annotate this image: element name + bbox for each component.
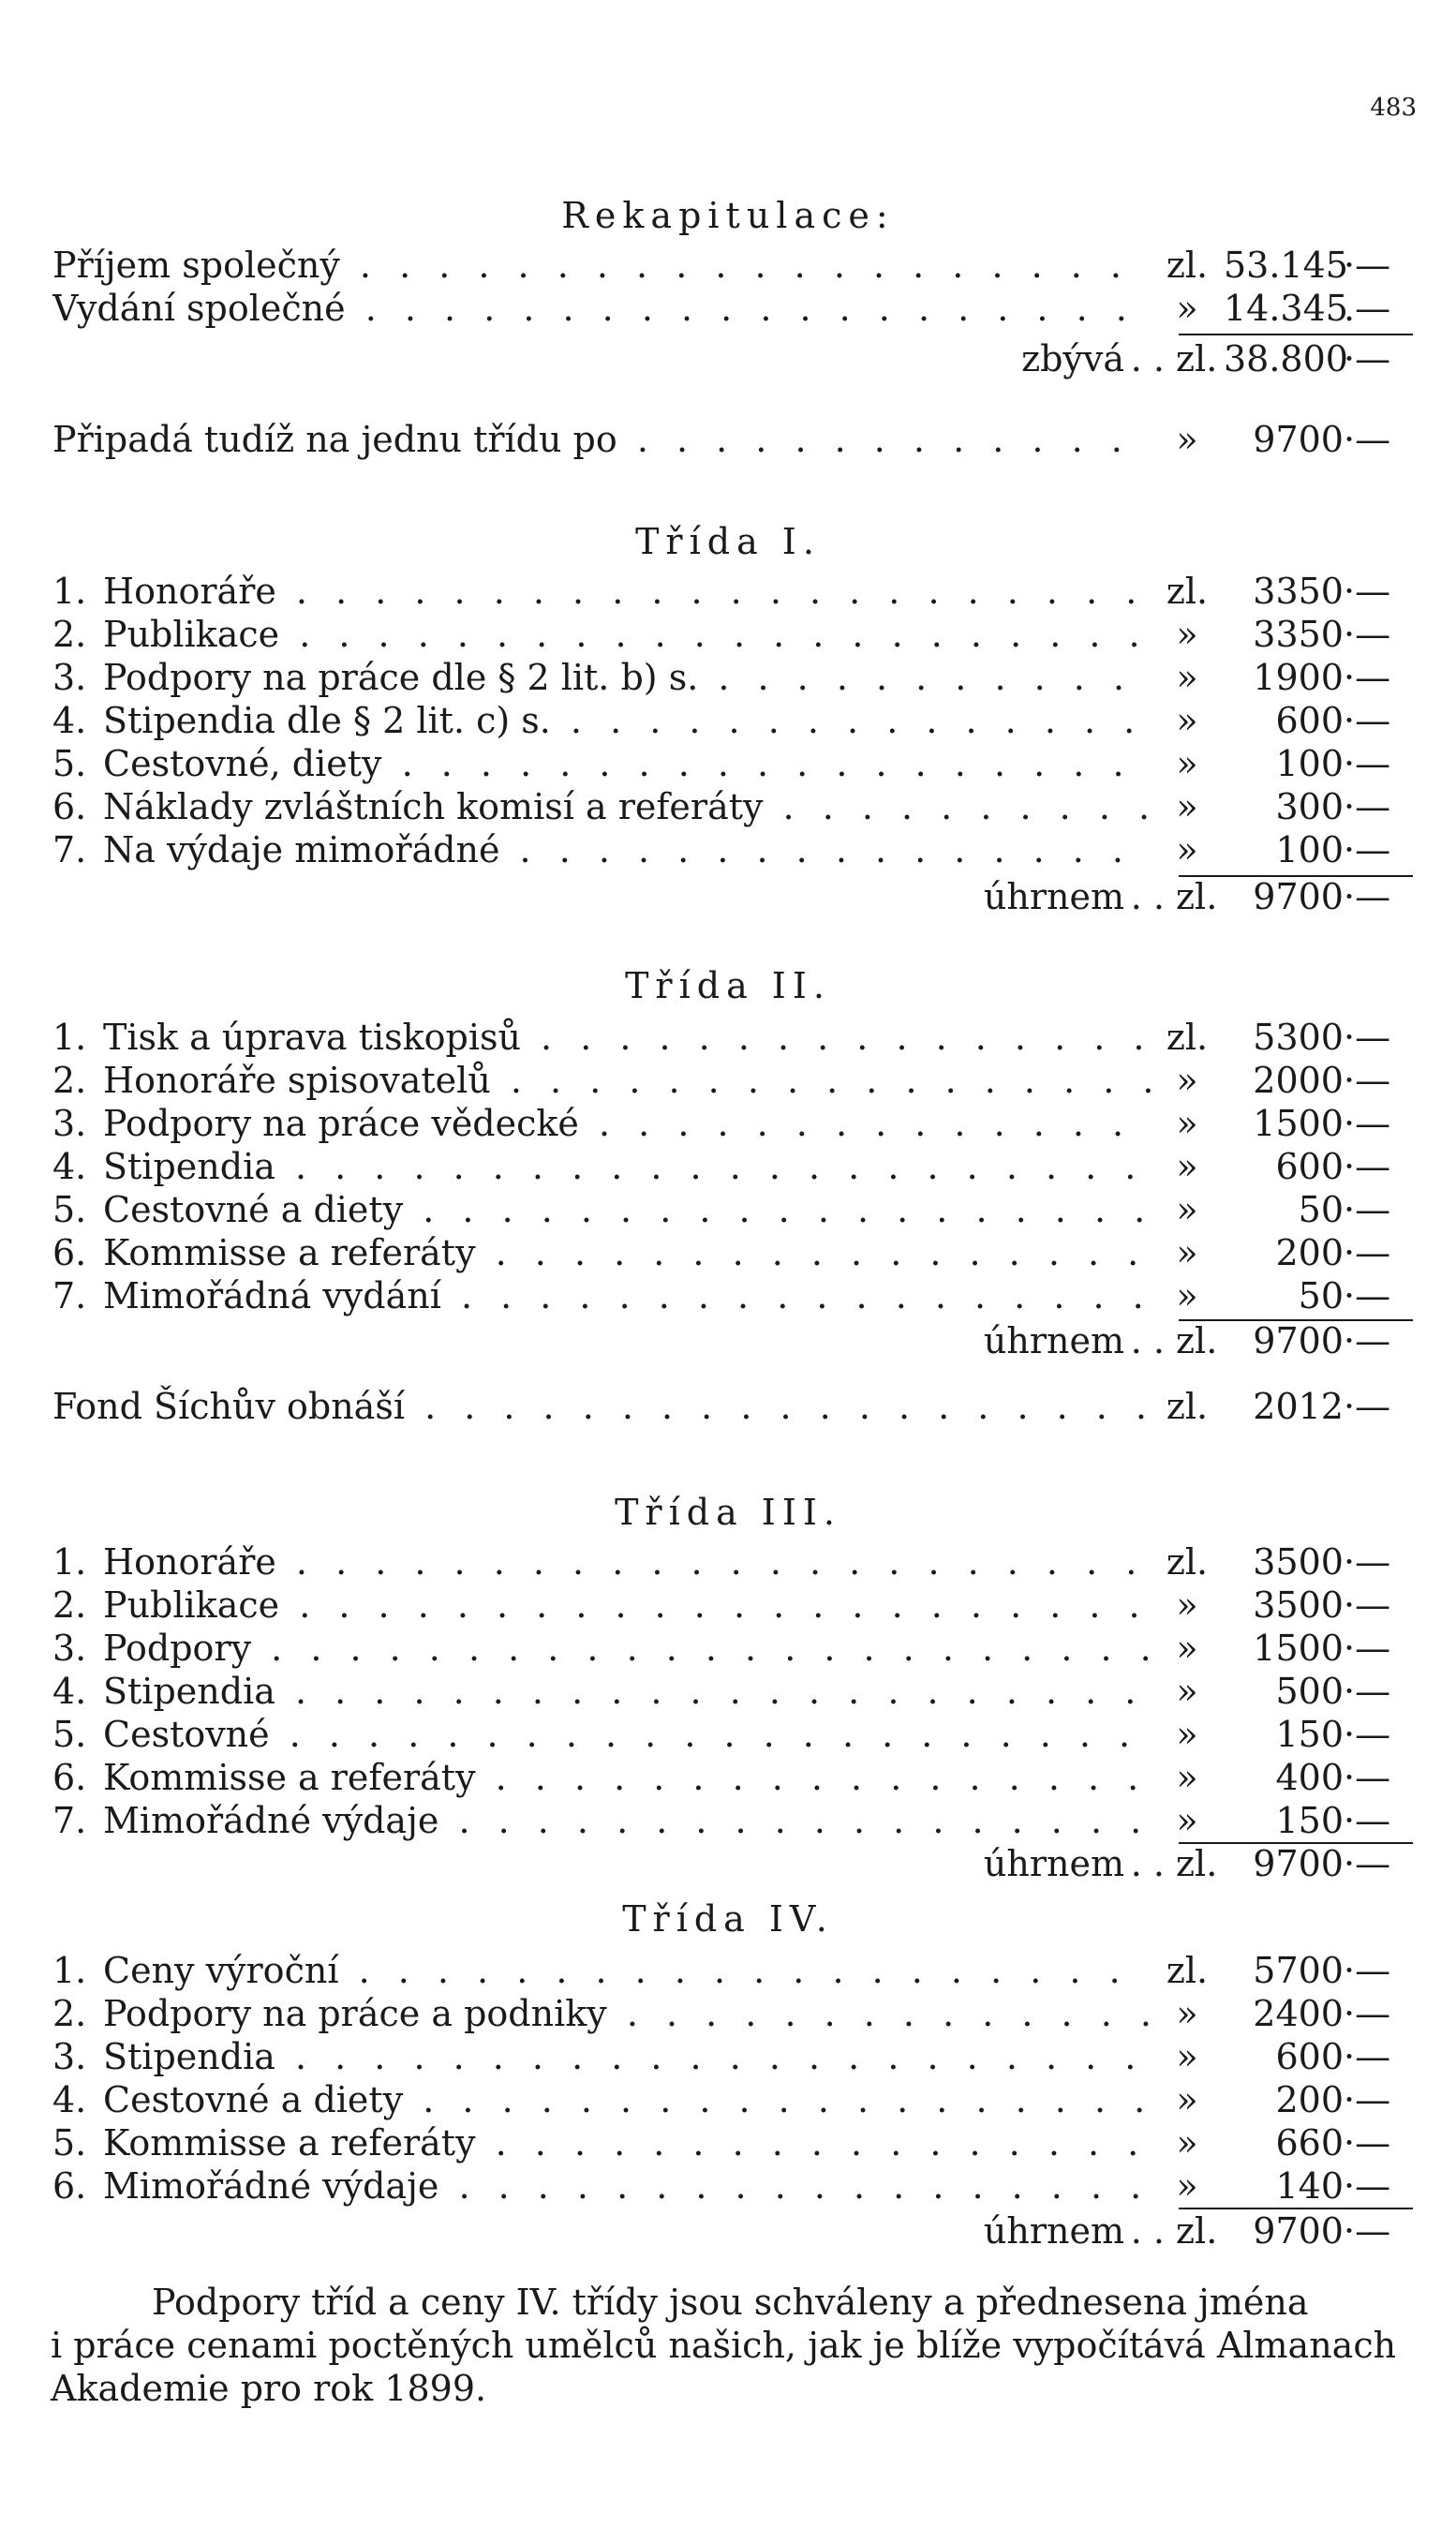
class1-row (52, 828, 1409, 871)
row-label: Stipendia . . . (103, 2035, 1151, 2078)
row-amount: 100 (1275, 743, 1344, 784)
total-dash: ·— (1344, 876, 1391, 917)
row-dash: ·— (1344, 2079, 1391, 2120)
row-amount: 600 (1275, 700, 1344, 741)
recap-row-expense (52, 287, 1409, 330)
row-currency: » (1176, 2036, 1198, 2077)
row-currency: » (1176, 1800, 1198, 1841)
row-number: 1. (52, 1541, 87, 1583)
recap-heading: Rekapitulace: (561, 195, 895, 236)
row-dash: ·— (1344, 1017, 1391, 1058)
row-currency: » (1176, 419, 1198, 460)
class4-row (52, 2121, 1409, 2164)
row-number: 5. (52, 2122, 87, 2164)
row-currency: » (1176, 2165, 1198, 2207)
total-currency: . . zl. (1130, 2210, 1218, 2252)
row-dash: ·— (1344, 1232, 1391, 1273)
row-currency: » (1176, 1757, 1198, 1798)
row-currency: zl. (1166, 1950, 1209, 1991)
row-currency: » (1176, 1584, 1198, 1626)
row-number: 3. (52, 1628, 87, 1669)
row-currency: » (1176, 288, 1198, 329)
paragraph-line: i práce cenami poctěných umělců našich, jak je blíže vypočítává Almanach (51, 2325, 1397, 2366)
row-dash: ·— (1344, 1060, 1391, 1101)
row-number: 6. (52, 1757, 87, 1798)
total-amount: 9700 (1253, 1843, 1344, 1884)
row-number: 5. (52, 743, 87, 784)
page-number: 483 (1370, 94, 1417, 122)
row-currency: » (1176, 2122, 1198, 2164)
row-currency: » (1176, 743, 1198, 784)
class1-row (52, 656, 1409, 699)
total-label: zbývá (1021, 338, 1124, 379)
row-amount: 3500 (1253, 1584, 1344, 1626)
row-currency: » (1176, 700, 1198, 741)
closing-paragraph (51, 2281, 1407, 2410)
row-currency: » (1176, 614, 1198, 655)
row-amount: 150 (1275, 1714, 1344, 1755)
class3-row (52, 1799, 1409, 1842)
row-amount: 3350 (1253, 571, 1344, 612)
row-number: 3. (52, 2036, 87, 2077)
row-label: Honoráře spisovatelů . . . (103, 1059, 1151, 1102)
row-label: Podpory na práce dle § 2 lit. b) s. . . . (103, 656, 1151, 699)
row-number: 6. (52, 2165, 87, 2207)
row-currency: zl. (1166, 571, 1209, 612)
row-label: Cestovné a diety . . . (103, 2078, 1151, 2121)
total-label: úhrnem (983, 876, 1124, 917)
row-label: Tisk a úprava tiskopisů . . . (103, 1016, 1151, 1059)
row-label: Cestovné a diety . . . (103, 1188, 1151, 1231)
row-label: Podpory na práce vědecké . . . (103, 1102, 1151, 1145)
row-amount: 660 (1275, 2122, 1344, 2164)
row-number: 2. (52, 1993, 87, 2034)
class1-row (52, 742, 1409, 785)
row-number: 4. (52, 1146, 87, 1187)
row-dash: ·— (1344, 1541, 1391, 1583)
row-label: Podpory na práce a podniky . . . (103, 1992, 1151, 2035)
class1-row (52, 570, 1409, 613)
row-dash: ·— (1344, 1386, 1391, 1427)
row-number: 3. (52, 657, 87, 698)
row-dash: ·— (1344, 1950, 1391, 1991)
row-dash: ·— (1344, 1714, 1391, 1755)
row-amount: 3500 (1253, 1541, 1344, 1583)
row-number: 2. (52, 1060, 87, 1101)
row-currency: » (1176, 1189, 1198, 1230)
row-dash: ·— (1344, 1671, 1391, 1712)
paragraph-line: Podpory tříd a ceny IV. třídy jsou schváleny a přednesena jména (152, 2282, 1309, 2323)
row-amount: 53.145 (1224, 245, 1348, 286)
row-number: 3. (52, 1103, 87, 1144)
row-dash: ·— (1344, 245, 1391, 286)
row-label: Stipendia . . . (103, 1670, 1151, 1713)
row-number: 4. (52, 2079, 87, 2120)
row-amount: 5700 (1253, 1950, 1344, 1991)
recap-per-class-row (52, 418, 1409, 461)
row-amount: 600 (1275, 2036, 1344, 2077)
row-label: Na výdaje mimořádné . . . (103, 828, 1151, 871)
total-currency: . . zl. (1130, 876, 1218, 917)
sum-rule (1179, 334, 1413, 335)
class3-total-row (884, 1842, 1409, 1885)
row-label: Připadá tudíž na jednu třídu po . . . (52, 418, 1151, 461)
recap-remain-row (884, 337, 1409, 380)
class1-row (52, 785, 1409, 828)
row-dash: ·— (1344, 2122, 1391, 2164)
class2-row (52, 1145, 1409, 1188)
total-label: úhrnem (983, 2210, 1124, 2252)
total-amount: 9700 (1253, 2210, 1344, 2252)
row-dash: .— (1344, 288, 1391, 329)
row-dash: ·— (1344, 1757, 1391, 1798)
total-currency: . . zl. (1130, 1843, 1218, 1884)
row-label: Kommisse a referáty . . . (103, 2121, 1151, 2164)
class2-row (52, 1188, 1409, 1231)
total-amount: 9700 (1253, 1320, 1344, 1361)
row-amount: 300 (1275, 786, 1344, 827)
class1-heading: Třída I. (635, 521, 821, 562)
row-currency: » (1176, 1671, 1198, 1712)
row-dash: ·— (1344, 1103, 1391, 1144)
row-label: Mimořádná vydání . . . (103, 1274, 1151, 1317)
row-amount: 1500 (1253, 1628, 1344, 1669)
class3-heading: Třída III. (615, 1492, 841, 1533)
row-amount: 200 (1275, 1232, 1344, 1273)
fund-row (52, 1385, 1409, 1428)
row-number: 7. (52, 1800, 87, 1841)
class4-total-row (884, 2209, 1409, 2253)
row-amount: 1900 (1253, 657, 1344, 698)
row-amount: 50 (1298, 1275, 1344, 1316)
row-label: Vydání společné . . . (52, 287, 1151, 330)
row-currency: » (1176, 2079, 1198, 2120)
total-dash: ·— (1344, 338, 1391, 379)
row-dash: ·— (1344, 700, 1391, 741)
row-currency: zl. (1166, 1386, 1209, 1427)
row-dash: ·— (1344, 1584, 1391, 1626)
total-amount: 38.800 (1224, 338, 1348, 379)
class3-row (52, 1670, 1409, 1713)
row-label: Kommisse a referáty . . . (103, 1756, 1151, 1799)
total-amount: 9700 (1253, 876, 1344, 917)
total-dash: ·— (1344, 2210, 1391, 2252)
row-amount: 2012 (1253, 1386, 1344, 1427)
row-label: Cestovné . . . (103, 1713, 1151, 1756)
row-dash: ·— (1344, 1800, 1391, 1841)
class2-heading: Třída II. (625, 965, 831, 1006)
row-amount: 3350 (1253, 614, 1344, 655)
row-label: Stipendia . . . (103, 1145, 1151, 1188)
class1-total-row (884, 875, 1409, 918)
row-amount: 2000 (1253, 1060, 1344, 1101)
row-currency: » (1176, 1628, 1198, 1669)
row-label: Stipendia dle § 2 lit. c) s. . . . (103, 699, 1151, 742)
row-amount: 1500 (1253, 1103, 1344, 1144)
row-dash: ·— (1344, 1628, 1391, 1669)
row-number: 6. (52, 786, 87, 827)
row-number: 4. (52, 700, 87, 741)
row-dash: ·— (1344, 2165, 1391, 2207)
total-dash: ·— (1344, 1843, 1391, 1884)
class2-row (52, 1059, 1409, 1102)
row-label: Podpory . . . (103, 1627, 1151, 1670)
row-dash: ·— (1344, 2036, 1391, 2077)
row-amount: 9700 (1253, 419, 1344, 460)
class4-row (52, 2078, 1409, 2121)
class2-row (52, 1102, 1409, 1145)
class1-row (52, 613, 1409, 656)
row-dash: ·— (1344, 786, 1391, 827)
row-number: 6. (52, 1232, 87, 1273)
row-label: Fond Šíchův obnáší . . . (52, 1385, 1151, 1428)
class4-row (52, 1949, 1409, 1992)
class1-row (52, 699, 1409, 742)
row-dash: ·— (1344, 743, 1391, 784)
row-dash: ·— (1344, 1275, 1391, 1316)
row-number: 5. (52, 1714, 87, 1755)
row-label: Honoráře . . . (103, 570, 1151, 613)
class2-total-row (884, 1319, 1409, 1362)
row-amount: 500 (1275, 1671, 1344, 1712)
row-currency: » (1176, 829, 1198, 870)
row-label: Kommisse a referáty . . . (103, 1231, 1151, 1274)
row-number: 2. (52, 1584, 87, 1626)
class2-row (52, 1016, 1409, 1059)
row-amount: 50 (1298, 1189, 1344, 1230)
row-currency: » (1176, 1103, 1198, 1144)
total-label: úhrnem (983, 1843, 1124, 1884)
paragraph-line: Akademie pro rok 1899. (51, 2368, 487, 2409)
total-currency: . . zl. (1130, 1320, 1218, 1361)
class2-row (52, 1231, 1409, 1274)
row-amount: 5300 (1253, 1017, 1344, 1058)
row-label: Publikace . . . (103, 1584, 1151, 1627)
total-currency: . . zl. (1130, 338, 1218, 379)
class3-row (52, 1713, 1409, 1756)
row-amount: 140 (1275, 2165, 1344, 2207)
class3-row (52, 1584, 1409, 1627)
class3-row (52, 1756, 1409, 1799)
class3-row (52, 1540, 1409, 1584)
row-currency: » (1176, 1232, 1198, 1273)
row-currency: » (1176, 1714, 1198, 1755)
row-number: 5. (52, 1189, 87, 1230)
row-label: Cestovné, diety . . . (103, 742, 1151, 785)
recap-row-income (52, 244, 1409, 287)
row-label: Mimořádné výdaje . . . (103, 1799, 1151, 1842)
row-amount: 400 (1275, 1757, 1344, 1798)
row-number: 7. (52, 1275, 87, 1316)
row-currency: » (1176, 1060, 1198, 1101)
row-dash: ·— (1344, 657, 1391, 698)
row-currency: » (1176, 786, 1198, 827)
class4-row (52, 2164, 1409, 2208)
row-amount: 200 (1275, 2079, 1344, 2120)
row-currency: zl. (1166, 1017, 1209, 1058)
row-currency: zl. (1166, 1541, 1209, 1583)
row-label: Ceny výroční . . . (103, 1949, 1151, 1992)
row-amount: 14.345 (1224, 288, 1348, 329)
row-number: 1. (52, 571, 87, 612)
row-currency: » (1176, 1146, 1198, 1187)
row-amount: 100 (1275, 829, 1344, 870)
row-dash: ·— (1344, 1146, 1391, 1187)
row-number: 1. (52, 1017, 87, 1058)
row-dash: ·— (1344, 419, 1391, 460)
row-label: Mimořádné výdaje . . . (103, 2164, 1151, 2208)
row-number: 1. (52, 1950, 87, 1991)
row-label: Příjem společný . . . (52, 244, 1151, 287)
row-label: Náklady zvláštních komisí a referáty . . . (103, 785, 1151, 828)
row-dash: ·— (1344, 829, 1391, 870)
row-currency: » (1176, 657, 1198, 698)
class2-row (52, 1274, 1409, 1317)
row-dash: ·— (1344, 614, 1391, 655)
total-dash: ·— (1344, 1320, 1391, 1361)
row-dash: ·— (1344, 1993, 1391, 2034)
row-number: 4. (52, 1671, 87, 1712)
class4-row (52, 2035, 1409, 2078)
row-currency: » (1176, 1993, 1198, 2034)
row-amount: 600 (1275, 1146, 1344, 1187)
class3-row (52, 1627, 1409, 1670)
row-currency: » (1176, 1275, 1198, 1316)
total-label: úhrnem (983, 1320, 1124, 1361)
row-amount: 2400 (1253, 1993, 1344, 2034)
class4-row (52, 1992, 1409, 2035)
row-label: Honoráře . . . (103, 1540, 1151, 1584)
row-dash: ·— (1344, 571, 1391, 612)
class4-heading: Třída IV. (622, 1898, 834, 1940)
row-number: 7. (52, 829, 87, 870)
row-label: Publikace . . . (103, 613, 1151, 656)
row-currency: zl. (1166, 245, 1209, 286)
row-amount: 150 (1275, 1800, 1344, 1841)
row-dash: ·— (1344, 1189, 1391, 1230)
row-number: 2. (52, 614, 87, 655)
